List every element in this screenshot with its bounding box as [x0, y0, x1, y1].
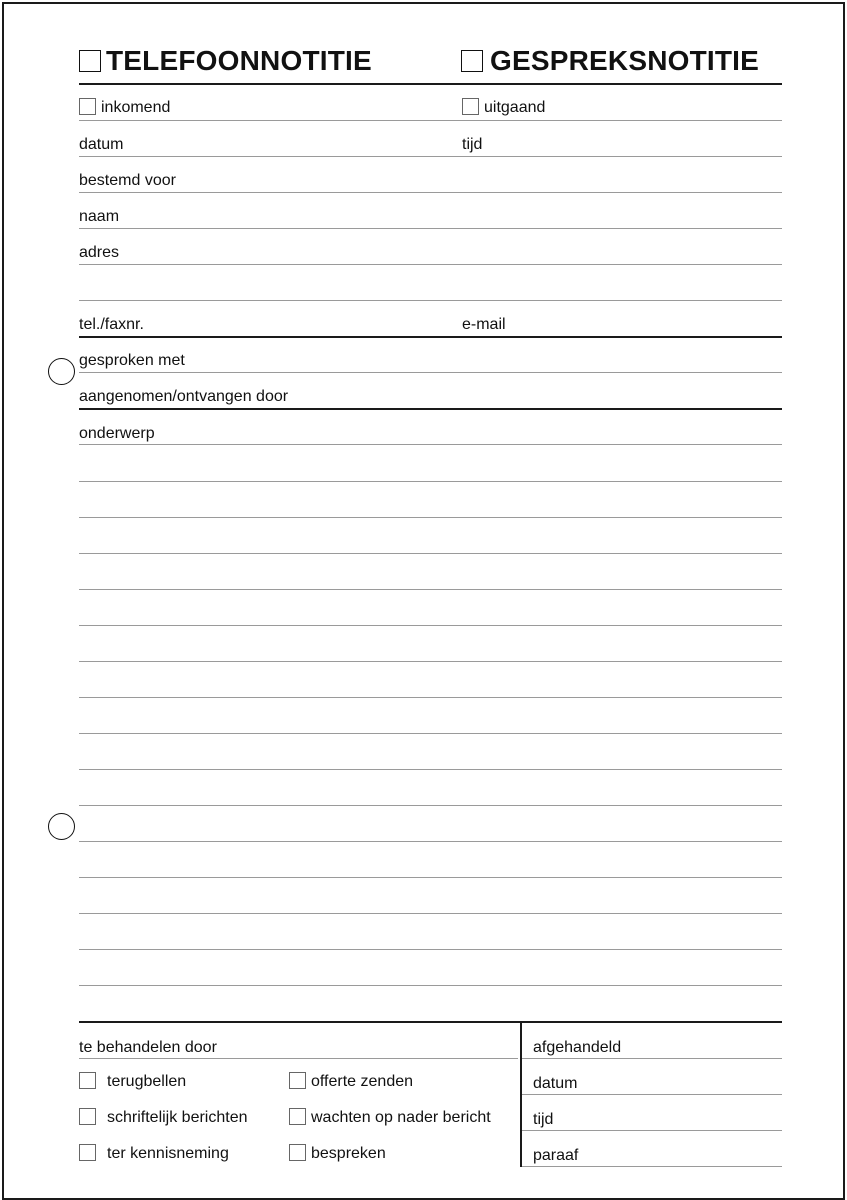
note-line[interactable] — [79, 841, 782, 842]
note-line[interactable] — [79, 625, 782, 626]
discuss-checkbox[interactable] — [289, 1144, 306, 1161]
name-line[interactable] — [79, 228, 782, 229]
received-by-label: aangenomen/ontvangen door — [79, 388, 289, 405]
completed-date-label: datum — [533, 1075, 578, 1092]
completed-line[interactable] — [522, 1058, 782, 1059]
address-line[interactable] — [79, 264, 782, 265]
address-label: adres — [79, 244, 120, 261]
time-label: tijd — [462, 136, 483, 153]
callback-label: terugbellen — [107, 1073, 187, 1090]
intended-for-line[interactable] — [79, 192, 782, 193]
discuss-label: bespreken — [311, 1145, 386, 1162]
for-info-label: ter kennisneming — [107, 1145, 229, 1162]
completed-label: afgehandeld — [533, 1039, 622, 1056]
note-line[interactable] — [79, 913, 782, 914]
written-reply-label: schriftelijk berichten — [107, 1109, 248, 1126]
punch-hole-top — [48, 358, 75, 385]
header-rule — [79, 83, 782, 85]
date-time-line[interactable] — [79, 156, 782, 157]
await-message-label: wachten op nader bericht — [311, 1109, 491, 1126]
note-line[interactable] — [79, 661, 782, 662]
callback-checkbox[interactable] — [79, 1072, 96, 1089]
name-label: naam — [79, 208, 120, 225]
completed-time-label: tijd — [533, 1111, 554, 1128]
completed-date-line[interactable] — [522, 1094, 782, 1095]
punch-hole-bottom — [48, 813, 75, 840]
note-line[interactable] — [79, 985, 782, 986]
spoken-with-line[interactable] — [79, 372, 782, 373]
subject-label: onderwerp — [79, 425, 155, 442]
note-line[interactable] — [79, 481, 782, 482]
gespreksnotitie-checkbox[interactable] — [461, 50, 483, 72]
received-by-rule — [79, 408, 782, 410]
handled-by-line[interactable] — [79, 1058, 518, 1059]
send-quote-label: offerte zenden — [311, 1073, 414, 1090]
note-line[interactable] — [79, 697, 782, 698]
note-line[interactable] — [79, 553, 782, 554]
incoming-checkbox[interactable] — [79, 98, 96, 115]
email-label: e-mail — [462, 316, 506, 333]
contact-rule — [79, 336, 782, 338]
note-line[interactable] — [79, 877, 782, 878]
title-telefoonnotitie: TELEFOONNOTITIE — [106, 45, 372, 76]
initials-line[interactable] — [522, 1166, 782, 1167]
note-line[interactable] — [79, 949, 782, 950]
title-gespreksnotitie: GESPREKSNOTITIE — [490, 45, 760, 76]
completed-time-line[interactable] — [522, 1130, 782, 1131]
outgoing-checkbox[interactable] — [462, 98, 479, 115]
outgoing-label: uitgaand — [484, 99, 546, 116]
telefoonnotitie-checkbox[interactable] — [79, 50, 101, 72]
initials-label: paraaf — [533, 1147, 579, 1164]
address-line-2[interactable] — [79, 300, 782, 301]
note-line[interactable] — [79, 805, 782, 806]
incoming-label: inkomend — [101, 99, 171, 116]
note-line[interactable] — [79, 733, 782, 734]
note-line[interactable] — [79, 589, 782, 590]
date-label: datum — [79, 136, 124, 153]
spoken-with-label: gesproken met — [79, 352, 185, 369]
form-line — [79, 120, 782, 121]
intended-for-label: bestemd voor — [79, 172, 176, 189]
subject-line[interactable] — [79, 444, 782, 445]
phone-fax-label: tel./faxnr. — [79, 316, 144, 333]
note-line[interactable] — [79, 517, 782, 518]
footer-rule — [79, 1021, 782, 1023]
for-info-checkbox[interactable] — [79, 1144, 96, 1161]
await-message-checkbox[interactable] — [289, 1108, 306, 1125]
handled-by-label: te behandelen door — [79, 1039, 217, 1056]
written-reply-checkbox[interactable] — [79, 1108, 96, 1125]
note-line[interactable] — [79, 769, 782, 770]
send-quote-checkbox[interactable] — [289, 1072, 306, 1089]
